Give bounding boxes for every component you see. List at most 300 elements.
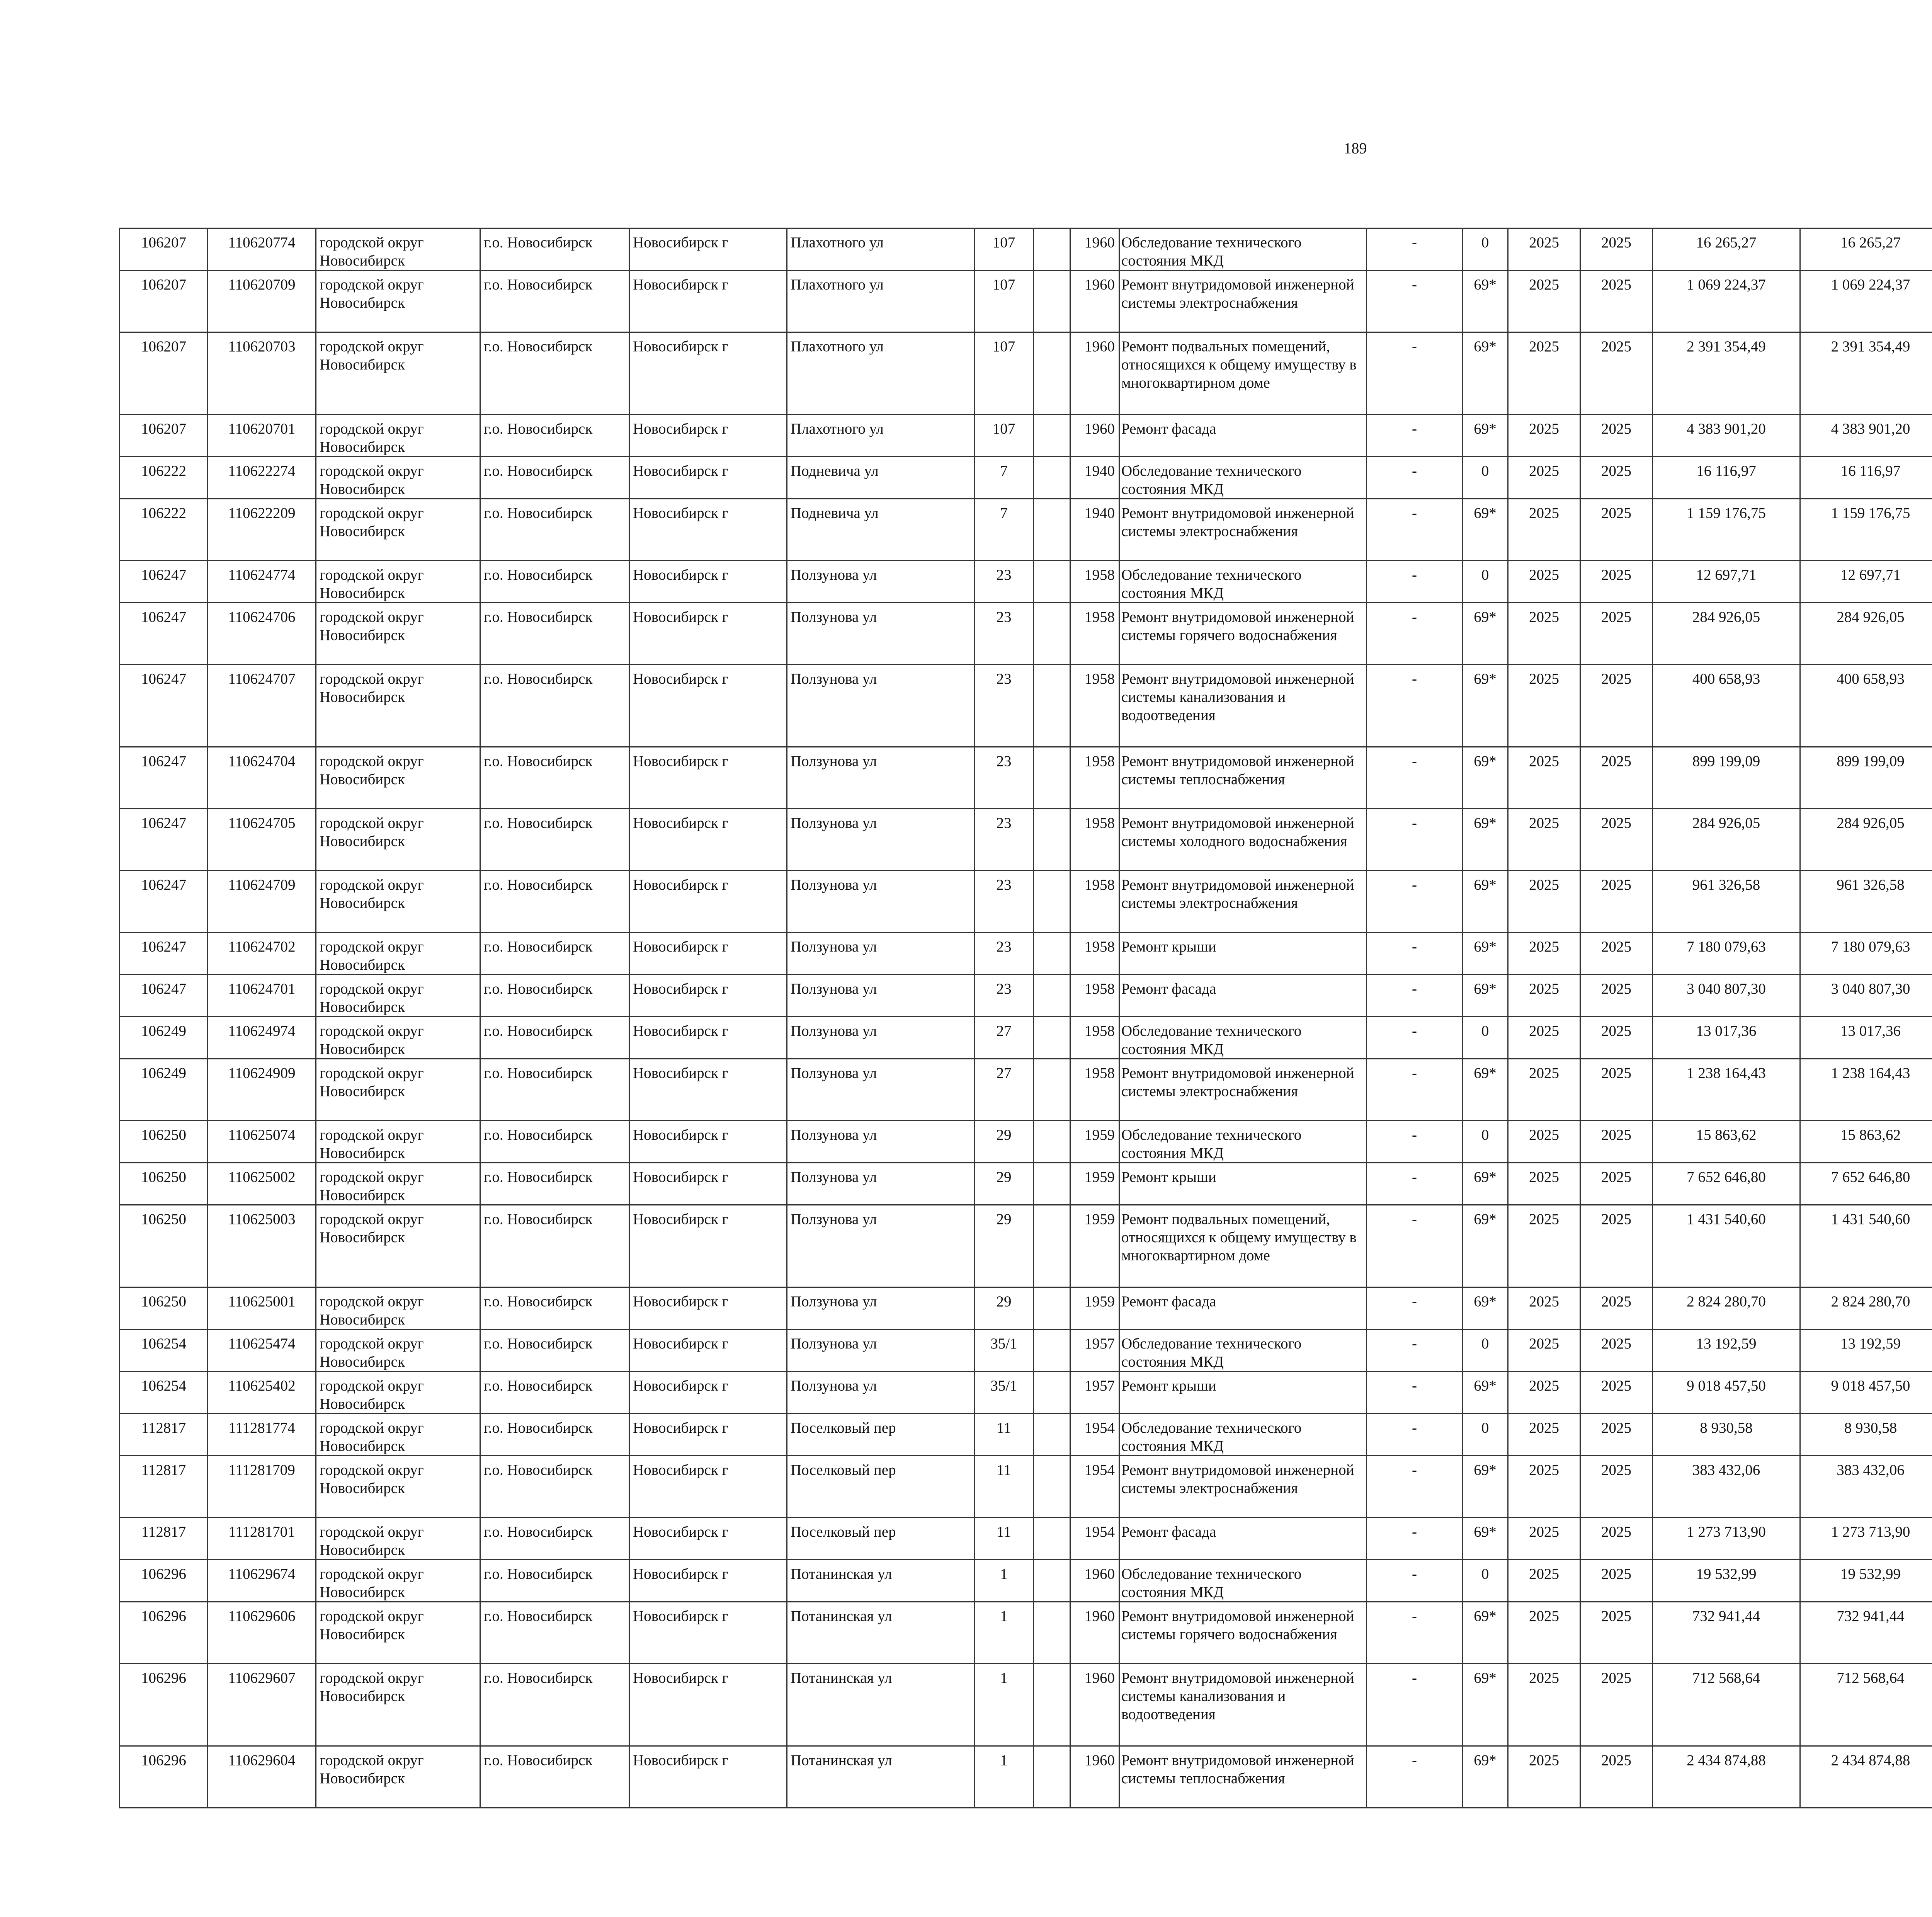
work-id-cell: 110620703 [208, 332, 316, 415]
work-type-cell: Ремонт внутридомовой инженерной системы холодного водоснабжения [1119, 809, 1367, 871]
volume-cell: 69* [1463, 1456, 1508, 1518]
volume-cell: 69* [1463, 1059, 1508, 1121]
district-cell: городской округ Новосибирск [316, 271, 480, 332]
year-built-cell: 1960 [1070, 1602, 1119, 1664]
volume-cell: 69* [1463, 603, 1508, 665]
year-built-cell: 1940 [1070, 499, 1119, 561]
work-type-cell: Ремонт фасада [1119, 1518, 1367, 1560]
municipality-cell: г.о. Новосибирск [480, 332, 629, 415]
work-id-cell: 110629606 [208, 1602, 316, 1664]
year-finish-cell: 2025 [1580, 1121, 1653, 1163]
year-built-cell: 1954 [1070, 1414, 1119, 1456]
year-built-cell: 1954 [1070, 1456, 1119, 1518]
unit-cell: - [1367, 1456, 1463, 1518]
cost-total-cell: 12 697,71 [1653, 561, 1800, 603]
locality-cell: Новосибирск г [629, 1330, 787, 1372]
district-cell: городской округ Новосибирск [316, 1372, 480, 1414]
work-id-cell: 110625003 [208, 1205, 316, 1287]
year-plan-cell: 2025 [1508, 1121, 1580, 1163]
locality-cell: Новосибирск г [629, 809, 787, 871]
table-row [120, 665, 1932, 747]
house-id-cell: 106247 [120, 975, 208, 1017]
locality-cell: Новосибирск г [629, 499, 787, 561]
table-row [120, 457, 1932, 499]
year-plan-cell: 2025 [1508, 1059, 1580, 1121]
house-id-cell: 106249 [120, 1017, 208, 1059]
unit-cell: - [1367, 1664, 1463, 1746]
cost-total-cell: 16 116,97 [1653, 457, 1800, 499]
year-plan-cell: 2025 [1508, 1518, 1580, 1560]
unit-cell: - [1367, 1560, 1463, 1602]
cost-total-cell: 712 568,64 [1653, 1664, 1800, 1746]
work-type-cell: Ремонт крыши [1119, 1163, 1367, 1205]
year-plan-cell: 2025 [1508, 499, 1580, 561]
work-type-cell: Ремонт внутридомовой инженерной системы электроснабжения [1119, 499, 1367, 561]
house-number-cell: 23 [975, 871, 1034, 933]
house-id-cell: 106296 [120, 1664, 208, 1746]
municipality-cell: г.о. Новосибирск [480, 1059, 629, 1121]
table-row [120, 228, 1932, 271]
page-number: 189 [1344, 140, 1367, 157]
district-cell: городской округ Новосибирск [316, 1121, 480, 1163]
building-cell [1034, 1372, 1070, 1414]
street-cell: Ползунова ул [787, 871, 975, 933]
work-type-cell: Обследование технического состояния МКД [1119, 1414, 1367, 1456]
district-cell: городской округ Новосибирск [316, 747, 480, 809]
building-cell [1034, 1205, 1070, 1287]
year-built-cell: 1954 [1070, 1518, 1119, 1560]
volume-cell: 0 [1463, 561, 1508, 603]
year-finish-cell: 2025 [1580, 1330, 1653, 1372]
house-number-cell: 29 [975, 1287, 1034, 1330]
work-id-cell: 110620701 [208, 415, 316, 457]
district-cell: городской округ Новосибирск [316, 332, 480, 415]
street-cell: Поселковый пер [787, 1518, 975, 1560]
house-number-cell: 107 [975, 271, 1034, 332]
house-number-cell: 29 [975, 1121, 1034, 1163]
work-id-cell: 110625074 [208, 1121, 316, 1163]
year-finish-cell: 2025 [1580, 332, 1653, 415]
building-cell [1034, 271, 1070, 332]
volume-cell: 0 [1463, 1017, 1508, 1059]
unit-cell: - [1367, 1518, 1463, 1560]
work-id-cell: 110629674 [208, 1560, 316, 1602]
cost-total-cell: 15 863,62 [1653, 1121, 1800, 1163]
locality-cell: Новосибирск г [629, 1059, 787, 1121]
locality-cell: Новосибирск г [629, 271, 787, 332]
house-id-cell: 106222 [120, 499, 208, 561]
year-plan-cell: 2025 [1508, 457, 1580, 499]
year-built-cell: 1958 [1070, 665, 1119, 747]
year-built-cell: 1957 [1070, 1330, 1119, 1372]
table-row [120, 871, 1932, 933]
table-row [120, 332, 1932, 415]
locality-cell: Новосибирск г [629, 1017, 787, 1059]
cost-fund-cell: 3 040 807,30 [1800, 975, 1932, 1017]
year-built-cell: 1960 [1070, 228, 1119, 271]
cost-total-cell: 2 434 874,88 [1653, 1746, 1800, 1808]
year-built-cell: 1957 [1070, 1372, 1119, 1414]
street-cell: Ползунова ул [787, 975, 975, 1017]
unit-cell: - [1367, 1059, 1463, 1121]
cost-total-cell: 1 159 176,75 [1653, 499, 1800, 561]
table-row [120, 1059, 1932, 1121]
cost-total-cell: 1 273 713,90 [1653, 1518, 1800, 1560]
house-id-cell: 106247 [120, 603, 208, 665]
work-id-cell: 110624704 [208, 747, 316, 809]
locality-cell: Новосибирск г [629, 933, 787, 975]
cost-fund-cell: 15 863,62 [1800, 1121, 1932, 1163]
house-id-cell: 106296 [120, 1746, 208, 1808]
building-cell [1034, 457, 1070, 499]
municipality-cell: г.о. Новосибирск [480, 1560, 629, 1602]
unit-cell: - [1367, 1414, 1463, 1456]
cost-total-cell: 2 391 354,49 [1653, 332, 1800, 415]
street-cell: Ползунова ул [787, 1017, 975, 1059]
year-built-cell: 1959 [1070, 1121, 1119, 1163]
house-number-cell: 27 [975, 1017, 1034, 1059]
street-cell: Подневича ул [787, 499, 975, 561]
municipality-cell: г.о. Новосибирск [480, 457, 629, 499]
year-built-cell: 1958 [1070, 1059, 1119, 1121]
house-id-cell: 106247 [120, 665, 208, 747]
street-cell: Плахотного ул [787, 332, 975, 415]
year-built-cell: 1960 [1070, 415, 1119, 457]
cost-fund-cell: 284 926,05 [1800, 809, 1932, 871]
cost-total-cell: 9 018 457,50 [1653, 1372, 1800, 1414]
building-cell [1034, 1059, 1070, 1121]
municipality-cell: г.о. Новосибирск [480, 1518, 629, 1560]
year-built-cell: 1958 [1070, 975, 1119, 1017]
year-built-cell: 1959 [1070, 1205, 1119, 1287]
table-row [120, 415, 1932, 457]
table-row [120, 561, 1932, 603]
volume-cell: 69* [1463, 871, 1508, 933]
district-cell: городской округ Новосибирск [316, 1560, 480, 1602]
volume-cell: 69* [1463, 809, 1508, 871]
table-row [120, 1746, 1932, 1808]
house-id-cell: 106247 [120, 747, 208, 809]
year-built-cell: 1958 [1070, 933, 1119, 975]
volume-cell: 69* [1463, 332, 1508, 415]
work-id-cell: 110622209 [208, 499, 316, 561]
cost-fund-cell: 961 326,58 [1800, 871, 1932, 933]
cost-fund-cell: 16 116,97 [1800, 457, 1932, 499]
year-finish-cell: 2025 [1580, 499, 1653, 561]
year-built-cell: 1958 [1070, 871, 1119, 933]
house-id-cell: 106250 [120, 1121, 208, 1163]
year-plan-cell: 2025 [1508, 603, 1580, 665]
year-plan-cell: 2025 [1508, 1330, 1580, 1372]
year-plan-cell: 2025 [1508, 1205, 1580, 1287]
unit-cell: - [1367, 1017, 1463, 1059]
locality-cell: Новосибирск г [629, 1746, 787, 1808]
district-cell: городской округ Новосибирск [316, 1017, 480, 1059]
volume-cell: 69* [1463, 499, 1508, 561]
building-cell [1034, 975, 1070, 1017]
municipality-cell: г.о. Новосибирск [480, 415, 629, 457]
table-row [120, 603, 1932, 665]
unit-cell: - [1367, 457, 1463, 499]
house-id-cell: 112817 [120, 1456, 208, 1518]
street-cell: Ползунова ул [787, 665, 975, 747]
street-cell: Ползунова ул [787, 1059, 975, 1121]
work-type-cell: Ремонт внутридомовой инженерной системы электроснабжения [1119, 1456, 1367, 1518]
work-id-cell: 110629607 [208, 1664, 316, 1746]
house-id-cell: 106254 [120, 1330, 208, 1372]
unit-cell: - [1367, 1746, 1463, 1808]
work-id-cell: 110629604 [208, 1746, 316, 1808]
year-plan-cell: 2025 [1508, 1664, 1580, 1746]
street-cell: Ползунова ул [787, 1205, 975, 1287]
street-cell: Плахотного ул [787, 271, 975, 332]
year-built-cell: 1958 [1070, 809, 1119, 871]
district-cell: городской округ Новосибирск [316, 1059, 480, 1121]
house-number-cell: 23 [975, 809, 1034, 871]
work-id-cell: 110622274 [208, 457, 316, 499]
house-number-cell: 23 [975, 665, 1034, 747]
work-id-cell: 110624974 [208, 1017, 316, 1059]
district-cell: городской округ Новосибирск [316, 561, 480, 603]
year-finish-cell: 2025 [1580, 415, 1653, 457]
unit-cell: - [1367, 665, 1463, 747]
repair-register-table [119, 228, 1932, 1808]
cost-total-cell: 284 926,05 [1653, 809, 1800, 871]
year-plan-cell: 2025 [1508, 415, 1580, 457]
volume-cell: 0 [1463, 228, 1508, 271]
cost-fund-cell: 2 434 874,88 [1800, 1746, 1932, 1808]
year-plan-cell: 2025 [1508, 975, 1580, 1017]
work-type-cell: Ремонт подвальных помещений, относящихся к общему имуществу в многоквартирном доме [1119, 1205, 1367, 1287]
building-cell [1034, 665, 1070, 747]
house-id-cell: 112817 [120, 1518, 208, 1560]
unit-cell: - [1367, 499, 1463, 561]
cost-total-cell: 732 941,44 [1653, 1602, 1800, 1664]
locality-cell: Новосибирск г [629, 1560, 787, 1602]
year-finish-cell: 2025 [1580, 1205, 1653, 1287]
work-type-cell: Ремонт внутридомовой инженерной системы электроснабжения [1119, 1059, 1367, 1121]
work-type-cell: Ремонт фасада [1119, 1287, 1367, 1330]
building-cell [1034, 332, 1070, 415]
building-cell [1034, 747, 1070, 809]
street-cell: Потанинская ул [787, 1746, 975, 1808]
year-finish-cell: 2025 [1580, 1287, 1653, 1330]
year-finish-cell: 2025 [1580, 1602, 1653, 1664]
year-finish-cell: 2025 [1580, 1456, 1653, 1518]
year-finish-cell: 2025 [1580, 1163, 1653, 1205]
year-finish-cell: 2025 [1580, 271, 1653, 332]
cost-total-cell: 13 192,59 [1653, 1330, 1800, 1372]
year-built-cell: 1959 [1070, 1287, 1119, 1330]
cost-fund-cell: 1 431 540,60 [1800, 1205, 1932, 1287]
year-built-cell: 1960 [1070, 1746, 1119, 1808]
street-cell: Ползунова ул [787, 933, 975, 975]
unit-cell: - [1367, 1330, 1463, 1372]
street-cell: Ползунова ул [787, 1330, 975, 1372]
unit-cell: - [1367, 332, 1463, 415]
work-id-cell: 110625402 [208, 1372, 316, 1414]
year-finish-cell: 2025 [1580, 1372, 1653, 1414]
cost-fund-cell: 1 273 713,90 [1800, 1518, 1932, 1560]
municipality-cell: г.о. Новосибирск [480, 1372, 629, 1414]
house-id-cell: 106250 [120, 1205, 208, 1287]
work-id-cell: 110625474 [208, 1330, 316, 1372]
year-finish-cell: 2025 [1580, 228, 1653, 271]
house-number-cell: 11 [975, 1456, 1034, 1518]
table-row [120, 1372, 1932, 1414]
table-row [120, 747, 1932, 809]
work-id-cell: 110624706 [208, 603, 316, 665]
municipality-cell: г.о. Новосибирск [480, 1664, 629, 1746]
volume-cell: 0 [1463, 457, 1508, 499]
table-row [120, 1330, 1932, 1372]
cost-fund-cell: 13 192,59 [1800, 1330, 1932, 1372]
house-number-cell: 7 [975, 457, 1034, 499]
municipality-cell: г.о. Новосибирск [480, 1121, 629, 1163]
municipality-cell: г.о. Новосибирск [480, 871, 629, 933]
year-finish-cell: 2025 [1580, 665, 1653, 747]
cost-fund-cell: 19 532,99 [1800, 1560, 1932, 1602]
year-built-cell: 1960 [1070, 1560, 1119, 1602]
locality-cell: Новосибирск г [629, 1205, 787, 1287]
table-row [120, 1560, 1932, 1602]
cost-fund-cell: 16 265,27 [1800, 228, 1932, 271]
cost-fund-cell: 2 391 354,49 [1800, 332, 1932, 415]
locality-cell: Новосибирск г [629, 1287, 787, 1330]
unit-cell: - [1367, 415, 1463, 457]
year-plan-cell: 2025 [1508, 228, 1580, 271]
cost-total-cell: 3 040 807,30 [1653, 975, 1800, 1017]
house-number-cell: 35/1 [975, 1372, 1034, 1414]
house-number-cell: 23 [975, 975, 1034, 1017]
work-type-cell: Обследование технического состояния МКД [1119, 457, 1367, 499]
table-row [120, 1664, 1932, 1746]
year-finish-cell: 2025 [1580, 457, 1653, 499]
municipality-cell: г.о. Новосибирск [480, 1456, 629, 1518]
cost-total-cell: 1 431 540,60 [1653, 1205, 1800, 1287]
year-built-cell: 1958 [1070, 747, 1119, 809]
municipality-cell: г.о. Новосибирск [480, 665, 629, 747]
street-cell: Потанинская ул [787, 1602, 975, 1664]
cost-total-cell: 4 383 901,20 [1653, 415, 1800, 457]
unit-cell: - [1367, 975, 1463, 1017]
work-type-cell: Ремонт внутридомовой инженерной системы теплоснабжения [1119, 1746, 1367, 1808]
building-cell [1034, 1664, 1070, 1746]
volume-cell: 0 [1463, 1121, 1508, 1163]
district-cell: городской округ Новосибирск [316, 1205, 480, 1287]
house-number-cell: 7 [975, 499, 1034, 561]
house-number-cell: 23 [975, 603, 1034, 665]
street-cell: Плахотного ул [787, 415, 975, 457]
year-built-cell: 1960 [1070, 1664, 1119, 1746]
volume-cell: 69* [1463, 1163, 1508, 1205]
year-finish-cell: 2025 [1580, 809, 1653, 871]
year-plan-cell: 2025 [1508, 1163, 1580, 1205]
district-cell: городской округ Новосибирск [316, 665, 480, 747]
volume-cell: 69* [1463, 933, 1508, 975]
district-cell: городской округ Новосибирск [316, 603, 480, 665]
house-number-cell: 107 [975, 332, 1034, 415]
volume-cell: 69* [1463, 665, 1508, 747]
cost-total-cell: 1 069 224,37 [1653, 271, 1800, 332]
table-row [120, 499, 1932, 561]
year-finish-cell: 2025 [1580, 747, 1653, 809]
cost-total-cell: 284 926,05 [1653, 603, 1800, 665]
municipality-cell: г.о. Новосибирск [480, 747, 629, 809]
volume-cell: 69* [1463, 415, 1508, 457]
volume-cell: 69* [1463, 1372, 1508, 1414]
house-number-cell: 35/1 [975, 1330, 1034, 1372]
work-id-cell: 110625002 [208, 1163, 316, 1205]
year-finish-cell: 2025 [1580, 933, 1653, 975]
street-cell: Поселковый пер [787, 1456, 975, 1518]
cost-fund-cell: 383 432,06 [1800, 1456, 1932, 1518]
cost-total-cell: 961 326,58 [1653, 871, 1800, 933]
work-id-cell: 111281701 [208, 1518, 316, 1560]
municipality-cell: г.о. Новосибирск [480, 228, 629, 271]
unit-cell: - [1367, 933, 1463, 975]
locality-cell: Новосибирск г [629, 1456, 787, 1518]
year-plan-cell: 2025 [1508, 1746, 1580, 1808]
year-finish-cell: 2025 [1580, 871, 1653, 933]
street-cell: Ползунова ул [787, 809, 975, 871]
street-cell: Потанинская ул [787, 1664, 975, 1746]
building-cell [1034, 1330, 1070, 1372]
work-type-cell: Ремонт внутридомовой инженерной системы теплоснабжения [1119, 747, 1367, 809]
work-type-cell: Ремонт подвальных помещений, относящихся к общему имуществу в многоквартирном доме [1119, 332, 1367, 415]
district-cell: городской округ Новосибирск [316, 415, 480, 457]
street-cell: Поселковый пер [787, 1414, 975, 1456]
municipality-cell: г.о. Новосибирск [480, 1205, 629, 1287]
work-type-cell: Обследование технического состояния МКД [1119, 1121, 1367, 1163]
year-finish-cell: 2025 [1580, 1059, 1653, 1121]
year-plan-cell: 2025 [1508, 933, 1580, 975]
building-cell [1034, 1121, 1070, 1163]
building-cell [1034, 415, 1070, 457]
unit-cell: - [1367, 1602, 1463, 1664]
table-row [120, 1121, 1932, 1163]
street-cell: Ползунова ул [787, 1121, 975, 1163]
cost-total-cell: 8 930,58 [1653, 1414, 1800, 1456]
district-cell: городской округ Новосибирск [316, 1456, 480, 1518]
volume-cell: 69* [1463, 747, 1508, 809]
building-cell [1034, 933, 1070, 975]
cost-total-cell: 1 238 164,43 [1653, 1059, 1800, 1121]
district-cell: городской округ Новосибирск [316, 933, 480, 975]
year-plan-cell: 2025 [1508, 1560, 1580, 1602]
year-finish-cell: 2025 [1580, 1017, 1653, 1059]
cost-total-cell: 7 180 079,63 [1653, 933, 1800, 975]
locality-cell: Новосибирск г [629, 1518, 787, 1560]
table-row [120, 1205, 1932, 1287]
street-cell: Ползунова ул [787, 1372, 975, 1414]
year-finish-cell: 2025 [1580, 603, 1653, 665]
year-finish-cell: 2025 [1580, 1518, 1653, 1560]
year-plan-cell: 2025 [1508, 665, 1580, 747]
cost-fund-cell: 13 017,36 [1800, 1017, 1932, 1059]
house-number-cell: 23 [975, 747, 1034, 809]
year-built-cell: 1959 [1070, 1163, 1119, 1205]
year-built-cell: 1960 [1070, 271, 1119, 332]
year-finish-cell: 2025 [1580, 1664, 1653, 1746]
cost-total-cell: 13 017,36 [1653, 1017, 1800, 1059]
unit-cell: - [1367, 1121, 1463, 1163]
building-cell [1034, 1602, 1070, 1664]
house-number-cell: 11 [975, 1518, 1034, 1560]
municipality-cell: г.о. Новосибирск [480, 1602, 629, 1664]
cost-fund-cell: 2 824 280,70 [1800, 1287, 1932, 1330]
unit-cell: - [1367, 1287, 1463, 1330]
